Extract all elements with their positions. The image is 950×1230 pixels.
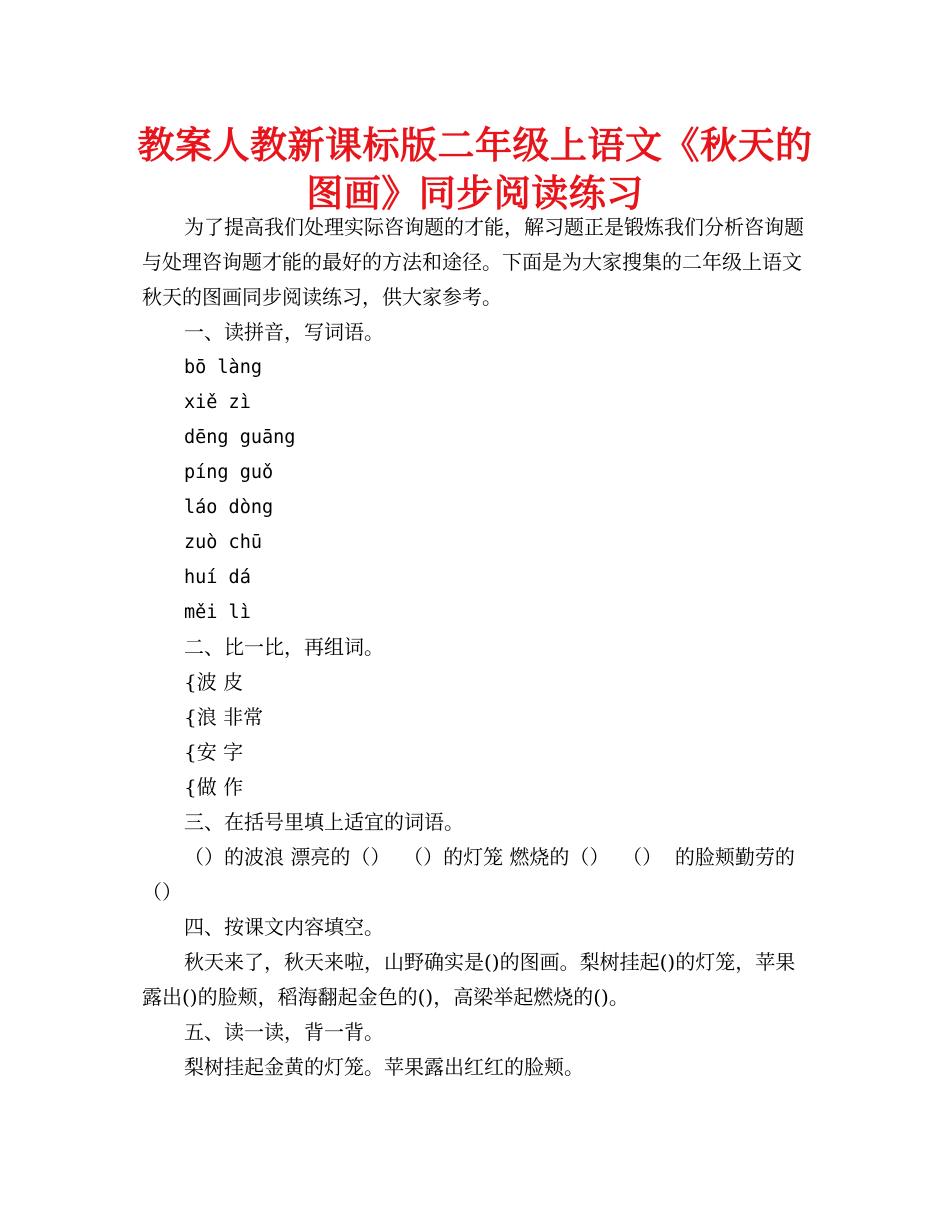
document-body (142, 210, 810, 1085)
pinyin-item: bō làng (184, 357, 262, 378)
pinyin-item: láo dòng (184, 497, 274, 518)
pinyin-item: huí dá (184, 567, 251, 588)
section-1-heading: 一、读拼音，写词语。 (184, 320, 384, 344)
section-4-heading: 四、按课文内容填空。 (184, 915, 384, 939)
compare-item: {浪 非常 (184, 705, 264, 729)
pinyin-item: píng guǒ (184, 462, 274, 483)
section-4-text: 秋天来了，秋天来啦，山野确实是()的图画。梨树挂起()的灯笼，苹果露出()的脸颊，稻海翻起金色的()，高梁举起燃烧的()。 (142, 950, 796, 1009)
intro-paragraph: 为了提高我们处理实际咨询题的才能，解习题正是锻炼我们分析咨询题与处理咨询题才能的最好的方法和途径。下面是为大家搜集的二年级上语文秋天的图画同步阅读练习，供大家参考。 (142, 215, 804, 309)
pinyin-item: xiě zì (184, 392, 251, 413)
pinyin-item: měi lì (184, 602, 251, 623)
section-3-heading: 三、在括号里填上适宜的词语。 (184, 810, 464, 834)
compare-item: {做 作 (184, 775, 244, 799)
section-2-heading: 二、比一比，再组词。 (184, 635, 384, 659)
section-5-text: 梨树挂起金黄的灯笼。苹果露出红红的脸颊。 (184, 1055, 584, 1079)
title-line-2: 图画》同步阅读练习 (306, 172, 644, 215)
compare-item: {波 皮 (184, 670, 244, 694)
section-5-heading: 五、读一读，背一背。 (184, 1020, 384, 1044)
title-line-1: 教案人教新课标版二年级上语文《秋天的 (137, 124, 813, 167)
compare-item: {安 字 (184, 740, 244, 764)
page-title (120, 122, 830, 218)
pinyin-item: zuò chū (184, 532, 262, 553)
pinyin-item: dēng guāng (184, 427, 296, 448)
section-3-text: （）的波浪 漂亮的（） （）的灯笼 燃烧的（） （） 的脸颊勤劳的（） (142, 845, 795, 904)
